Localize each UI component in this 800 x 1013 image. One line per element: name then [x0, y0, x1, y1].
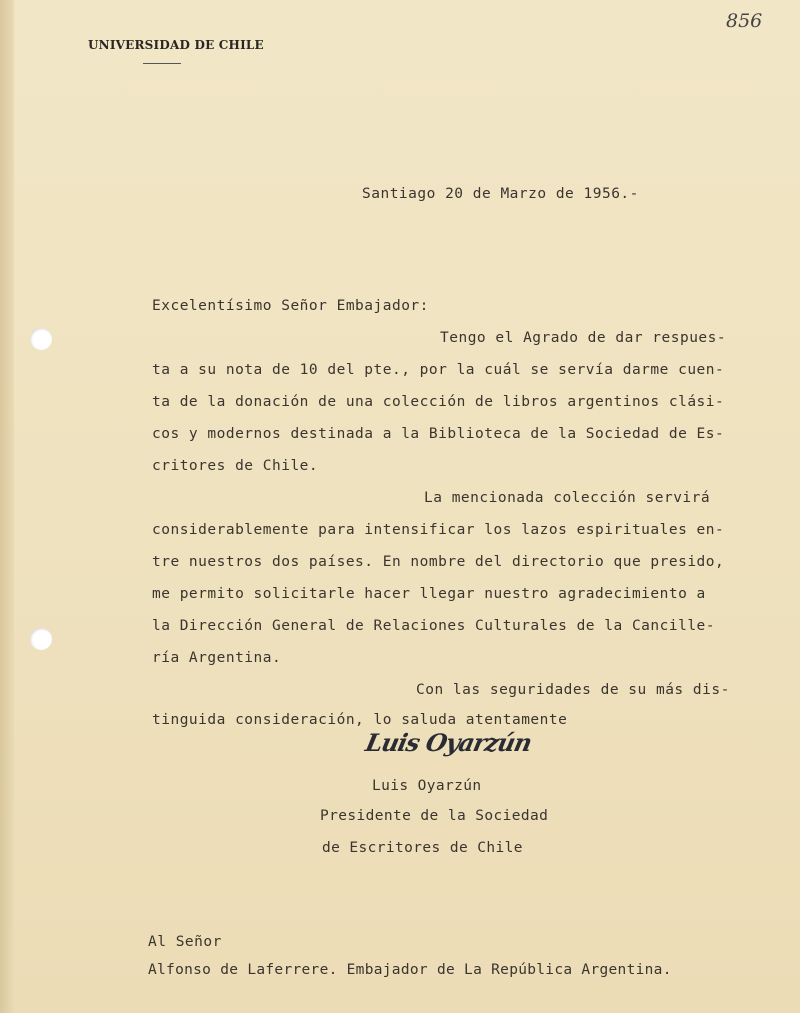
body-line: considerablemente para intensificar los lazos espirituales en- [152, 522, 725, 538]
body-line: tinguida consideración, lo saluda atentamente [152, 712, 568, 728]
addressee-line2: Alfonso de Laferrere. Embajador de La República Argentina. [148, 962, 672, 978]
body-line: ría Argentina. [152, 650, 282, 666]
paper-edge [0, 0, 14, 1013]
body-line: Con las seguridades de su más dis- [416, 682, 730, 698]
handwritten-signature: Luis Oyarzún [362, 728, 534, 757]
body-line: me permito solicitarle hacer llegar nuestro agradecimiento a [152, 586, 706, 602]
letterhead-rule [143, 63, 181, 64]
punch-hole-bottom [30, 628, 52, 650]
body-line: critores de Chile. [152, 458, 319, 474]
signatory-name: Luis Oyarzún [372, 778, 482, 794]
letter-salutation: Excelentísimo Señor Embajador: [152, 298, 429, 314]
body-line: La mencionada colección servirá [424, 490, 711, 506]
addressee-line1: Al Señor [148, 934, 222, 950]
folio-number: 856 [726, 10, 763, 32]
body-line: ta a su nota de 10 del pte., por la cuál se servía darme cuen- [152, 362, 725, 378]
body-line: Tengo el Agrado de dar respues- [440, 330, 727, 346]
body-line: cos y modernos destinada a la Biblioteca de la Sociedad de Es- [152, 426, 725, 442]
signatory-title-line1: Presidente de la Sociedad [320, 808, 549, 824]
letterhead-institution: UNIVERSIDAD DE CHILE [88, 38, 264, 52]
body-line: ta de la donación de una colección de libros argentinos clási- [152, 394, 725, 410]
body-line: tre nuestros dos países. En nombre del directorio que presido, [152, 554, 725, 570]
punch-hole-top [30, 328, 52, 350]
letter-date: Santiago 20 de Marzo de 1956.- [362, 186, 639, 202]
body-line: la Dirección General de Relaciones Culturales de la Cancille- [152, 618, 716, 634]
signatory-title-line2: de Escritores de Chile [322, 840, 523, 856]
